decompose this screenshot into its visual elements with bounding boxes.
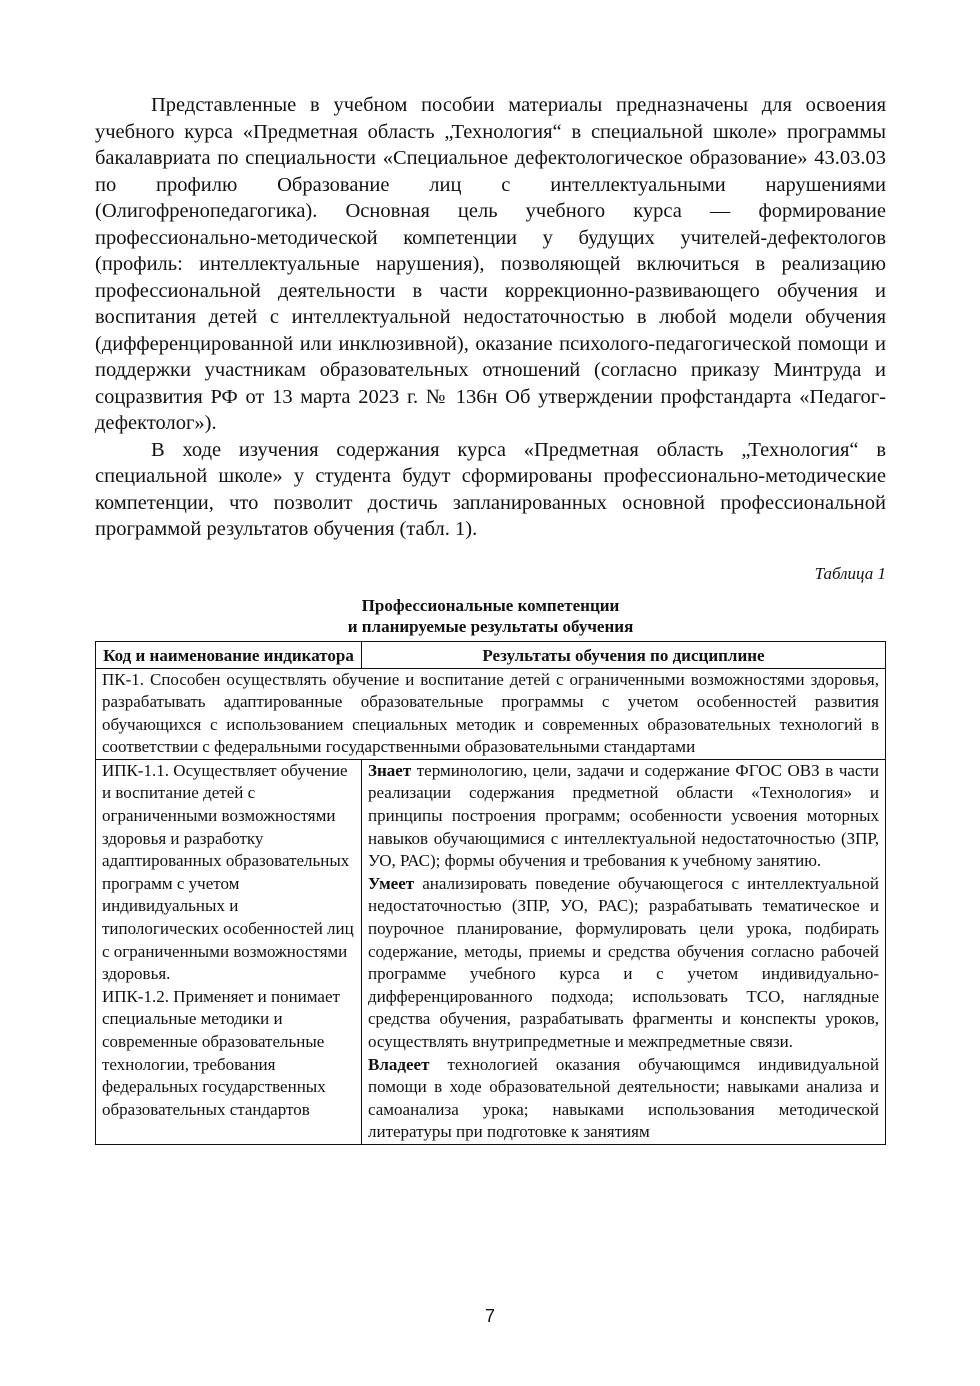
knows-label: Знает xyxy=(368,760,412,780)
header-results: Результаты обучения по дисциплине xyxy=(362,641,886,668)
indicator-ipk-1-1: ИПК-1.1. Осуществляет обучение и воспитание детей с ограниченными возможностями здоровья и разработку адаптированных образовательных программ с учетом индивидуальных и типологических особенностей лиц с ограниченными возможностями здоровья. xyxy=(102,760,354,984)
results-owns xyxy=(368,1054,879,1144)
table-label: Таблица 1 xyxy=(814,563,886,583)
can-text: анализировать поведение обучающегося с интеллектуальной недостаточностью (ЗПР, УО, РАС); разрабатывать тематическое и поурочное планирование, формулировать цели урока, подбирать содержание, методы, приемы и средства обучения согласно рабочей программе учебного курса и с учетом индивидуально-дифференцированного подхода; использовать ТСО, наглядные средства обучения, разрабатывать фрагменты и конспекты уроков, осуществлять внутрипредметные и межпредметные связи. xyxy=(368,873,879,1051)
competencies-table xyxy=(95,641,886,1145)
results-can xyxy=(368,873,879,1054)
results-knows xyxy=(368,760,879,873)
owns-label: Владеет xyxy=(368,1054,430,1074)
indicator-row xyxy=(96,759,886,1144)
knows-text: терминологию, цели, задачи и содержание ФГОС ОВЗ в части реализации содержания предметной области «Технология» и принципы построения программ; особенности усвоения моторных навыков обучающимися с интеллектуальной недостаточностью (ЗПР, УО, РАС); формы обучения и требования к учебному занятию. xyxy=(368,760,879,871)
owns-text: технологией оказания обучающимся индивидуальной помощи в ходе образовательной деятельности; навыками анализа и самоанализа урока; навыками использования методической литературы при подготовке к занятиям xyxy=(368,1054,879,1142)
can-label: Умеет xyxy=(368,873,415,893)
table-header-row xyxy=(96,641,886,668)
table-title-line2: и планируемые результаты обучения xyxy=(347,616,634,636)
table-title-line1: Профессиональные компетенции xyxy=(361,595,620,615)
table-title xyxy=(95,595,886,637)
results-cell xyxy=(362,759,886,1144)
outcomes-paragraph: В ходе изучения содержания курса «Предметная область „Технология“ в специальной школе» у студента будут сформированы профессионально-методические компетенции, что позволит достичь запланированных основной профессиональной программой результатов обучения (табл. 1). xyxy=(95,438,886,540)
document-page xyxy=(95,92,886,1145)
header-indicator: Код и наименование индикатора xyxy=(96,641,362,668)
page-number: 7 xyxy=(484,1306,495,1326)
competency-row xyxy=(96,668,886,759)
indicator-cell xyxy=(96,759,362,1144)
intro-paragraph: Представленные в учебном пособии материалы предназначены для освоения учебного курса «Предметная область „Технология“ в специальной школе» программы бакалавриата по специальности «Специальное дефектологическое образование» 43.03.03 по профилю Образование лиц с интеллектуальными нарушениями (Олигофренопедагогика). Основная цель учебного курса — формирование профессионально-методической компетенции у будущих учителей-дефектологов (профиль: интеллектуальные нарушения), позволяющей включиться в реализацию профессиональной деятельности в части коррекционно-развивающего обучения и воспитания детей с интеллектуальной недостаточностью в любой модели обучения (дифференцированной или инклюзивной), оказание психолого-педагогической помощи и поддержки участникам образовательных отношений (согласно приказу Минтруда и соцразвития РФ от 13 марта 2023 г. № 136н Об утверждении профстандарта «Педагог-дефектолог»). xyxy=(95,94,886,434)
competency-pk1: ПК-1. Способен осуществлять обучение и воспитание детей с ограниченными возможностями здоровья, разрабатывать адаптированные образовательные программы с учетом особенностей развития обучающихся с использованием специальных методик и современных образовательных технологий в соответствии с федеральными государственными образовательными стандартами xyxy=(96,668,886,759)
indicator-ipk-1-2: ИПК-1.2. Применяет и понимает специальные методики и современные образовательные технологии, требования федеральных государственных образовательных стандартов xyxy=(102,986,340,1119)
